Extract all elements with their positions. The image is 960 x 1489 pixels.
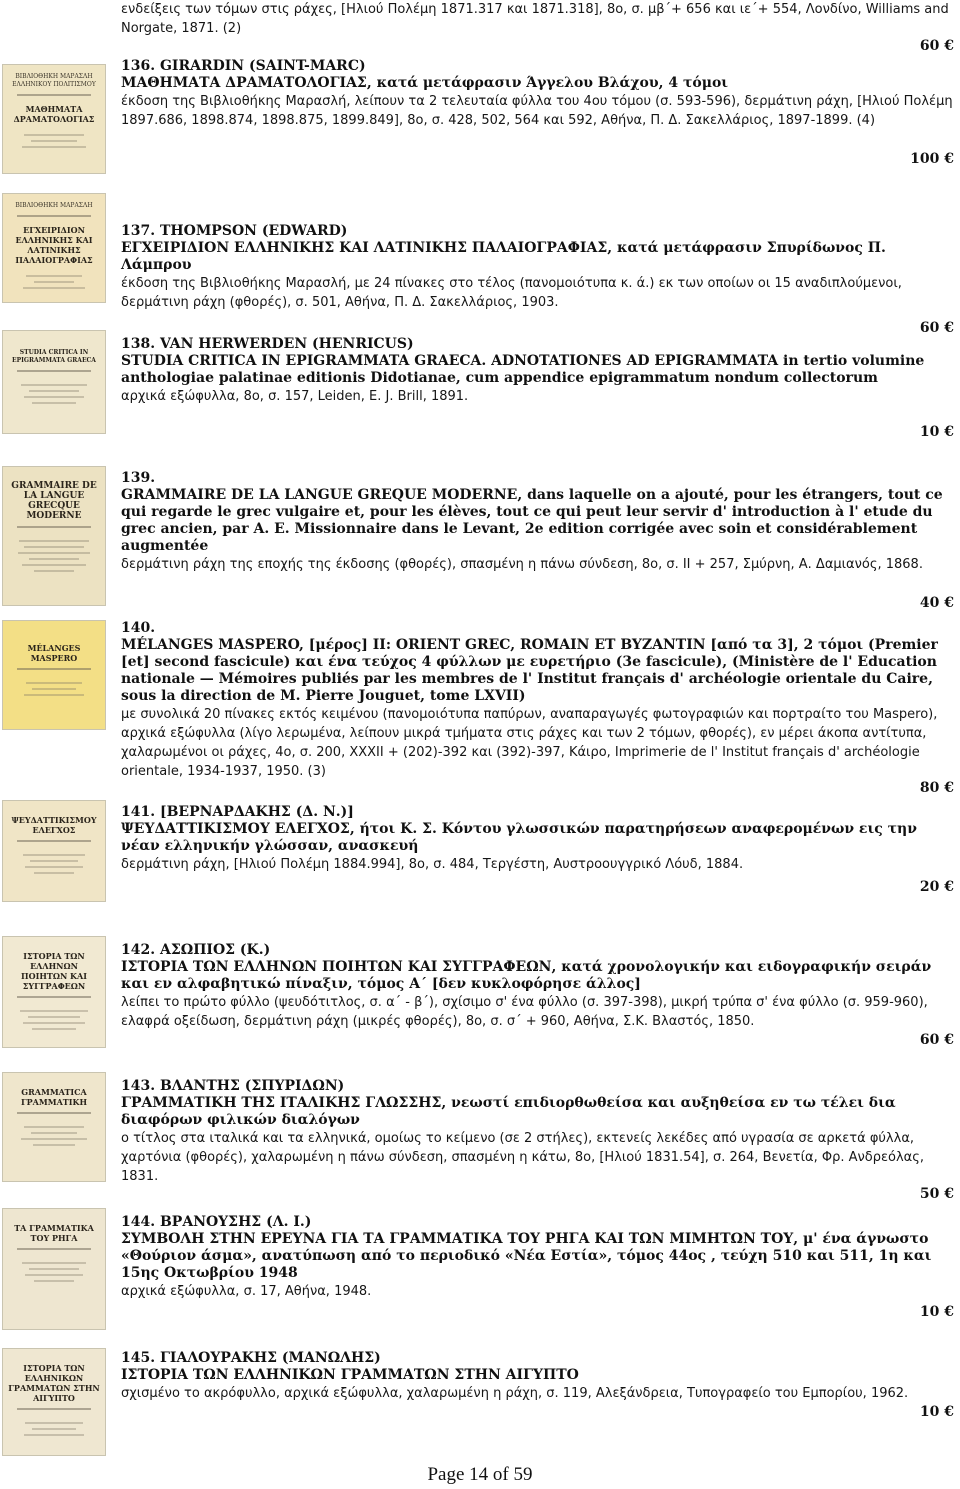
lot-description: σχισμένο το ακρόφυλλο, αρχικά εξώφυλλα, χαλαρωμένη η ράχη, σ. 119, Αλεξάνδρεια, Τυπογραφείο του Εμπορίου, 1962. [121, 1386, 909, 1401]
lot-price: 40 € [919, 595, 954, 611]
lot-description: αρχικά εξώφυλλα, 8ο, σ. 157, Leiden, E. J. Brill, 1891. [121, 389, 469, 404]
lot-price: 10 € [919, 1304, 954, 1320]
lot-title: ΨΕΥΔΑΤΤΙΚΙΣΜΟΥ ΕΛΕΓΧΟΣ, ήτοι Κ. Σ. Κόντου γλωσσικών παρατηρήσεων αναφερομένων εις την νέαν ελληνικήν γλώσσαν, ανασκευή [121, 821, 917, 854]
lot-price: 10 € [919, 424, 954, 440]
thumb-title: ΕΓΧΕΙΡΙΔΙΟΝ ΕΛΛΗΝΙΚΗΣ ΚΑΙ ΛΑΤΙΝΙΚΗΣ ΠΑΛΑΙΟΓΡΑΦΙΑΣ [15, 225, 93, 265]
lot-heading: 136. GIRARDIN (SAINT-MARC) [121, 58, 366, 74]
thumb-title: GRAMMAIRE DE LA LANGUE GRECQUE MODERNE [11, 481, 97, 521]
lot-description: δερμάτινη ράχη, [Ηλιού Πολέμη 1884.994], 8ο, σ. 484, Τεργέστη, Αυστροουγγρικό Λόυδ, 1884. [121, 857, 744, 872]
lot-description: ενδείξεις των τόμων στις ράχες, [Ηλιού Πολέμη 1871.317 και 1871.318], 8ο, σ. μβ΄+ 656 και ιε΄+ 554, Λονδίνο, Williams and Norgate, 1871. (2) [121, 2, 949, 36]
lot-title: ΜΑΘΗΜΑΤΑ ΔΡΑΜΑΤΟΛΟΓΙΑΣ, κατά μετάφρασιν Άγγελου Βλάχου, 4 τόμοι [121, 75, 729, 91]
page-number: Page 14 of 59 [427, 1464, 533, 1485]
book-cover-thumbnail [2, 1208, 106, 1330]
book-cover-thumbnail [2, 936, 106, 1048]
thumb-line: ΒΙΒΛΙΟΘΗΚΗ ΜΑΡΑΣΛΗ [15, 202, 93, 209]
book-cover-thumbnail [2, 620, 106, 730]
book-cover-thumbnail [2, 330, 106, 434]
lot-heading: 139. [121, 470, 156, 486]
thumb-title: MÉLANGES MASPERO [27, 643, 81, 663]
lot-heading: 138. VAN HERWERDEN (HENRICUS) [121, 336, 414, 352]
thumb-title: STUDIA CRITICA IN EPIGRAMMATA GRAECA [12, 349, 96, 364]
lot-description: δερμάτινη ράχη της εποχής της έκδοσης (φθορές), σπασμένη η πάνω σύνδεση, 8ο, σ. II + 257, Σμύρνη, Α. Δαμιανός, 1868. [121, 557, 923, 572]
lot-description: με συνολικά 20 πίνακες εκτός κειμένου (πανομοιότυπα παπύρων, αναπαραγωγές φωτογραφιών και πορτραίτο του Maspero), αρχικά εξώφυλλα (λίγο λερωμένα, λείπουν μικρά τμήματα στις ράχες και των 2 τόμων, φθορές), εν μέρει άκοπα αντίτυπα, χαλαρωμένοι οι ράχες, 4ο, σ. 200, XXXII + (202)-392 και (392)-397, Κάιρο, Imprimerie de l' Institut français d' archéologie orientale, 1934-1937, 1950. (3) [121, 707, 938, 779]
lot-heading: 140. [121, 620, 156, 636]
lot-price: 100 € [910, 151, 954, 167]
lot-price: 80 € [919, 780, 954, 796]
lot-title: ΓΡΑΜΜΑΤΙΚΗ ΤΗΣ ΙΤΑΛΙΚΗΣ ΓΛΩΣΣΗΣ, νεωστί επιδιορθωθείσα και αυξηθείσα εν τω τέλει δια διαφόρων φιλικών διαλόγων [121, 1095, 896, 1128]
lot-title: ΙΣΤΟΡΙΑ ΤΩΝ ΕΛΛΗΝΙΚΩΝ ΓΡΑΜΜΑΤΩΝ ΣΤΗΝ ΑΙΓΥΠΤΟ [121, 1367, 579, 1383]
lot-description: αρχικά εξώφυλλα, σ. 17, Αθήνα, 1948. [121, 1284, 372, 1299]
lot-title: ΙΣΤΟΡΙΑ ΤΩΝ ΕΛΛΗΝΩΝ ΠΟΙΗΤΩΝ ΚΑΙ ΣΥΓΓΡΑΦΕΩΝ, κατά χρονολογικήν και ειδογραφικήν σειράν και εν αλφαβητικώ πίναξιν, τόμος Α΄ [δεν κυκλοφόρησε άλλος] [121, 959, 932, 992]
lot-price: 10 € [919, 1404, 954, 1420]
lot-description: ο τίτλος στα ιταλικά και τα ελληνικά, ομοίως το κείμενο (σε 2 στήλες), εκτενείς λεκέδες από υγρασία σε αρκετά φύλλα, χαρτόνια (φθορές), χαλαρωμένη η πάνω σύνδεση, σπασμένη η κάτω, 8ο, [Ηλιού 1831.54], σ. 264, Βενετία, Φρ. Ανδρεόλας, 1831. [121, 1131, 924, 1184]
lot-description: έκδοση της Βιβλιοθήκης Μαρασλή, με 24 πίνακες στο τέλος (πανομοιότυπα κ. ά.) εκ των οποίων οι 15 αναδιπλούμενοι, δερμάτινη ράχη (φθορές), σ. 501, Αθήνα, Π. Δ. Σακελλάριος, 1903. [121, 276, 902, 310]
thumb-title: ΙΣΤΟΡΙΑ ΤΩΝ ΕΛΛΗΝΙΚΩΝ ΓΡΑΜΜΑΤΩΝ ΣΤΗΝ ΑΙΓΥΠΤΟ [8, 1363, 100, 1403]
lot-description: λείπει το πρώτο φύλλο (ψευδότιτλος, σ. α΄ - β΄), σχίσιμο σ' ένα φύλλο (σ. 397-398), μικρή τρύπα σ' ένα φύλλο (σ. 959-960), ελαφρά οξείδωση, δερμάτινη ράχη (μικρές φθορές), 8ο, σ. σ΄ + 960, Αθήνα, Σ.Κ. Βλαστός, 1850. [121, 995, 928, 1029]
lot-price: 60 € [919, 320, 954, 336]
lot-heading: 141. [ΒΕΡΝΑΡΔΑΚΗΣ (Δ. Ν.)] [121, 804, 354, 820]
thumb-title: ΙΣΤΟΡΙΑ ΤΩΝ ΕΛΛΗΝΩΝ ΠΟΙΗΤΩΝ ΚΑΙ ΣΥΓΓΡΑΦΕΩΝ [21, 951, 87, 991]
lot-title: STUDIA CRITICA IN EPIGRAMMATA GRAECA. ADNOTATIONES AD EPIGRAMMATA in tertio volumine anthologiae palatinae editionis Didotianae, cum appendice epigrammatum nondum collectorum [121, 353, 925, 386]
book-cover-thumbnail [2, 800, 106, 902]
lot-description: έκδοση της Βιβλιοθήκης Μαρασλή, λείπουν τα 2 τελευταία φύλλα του 4ου τόμου (σ. 593-596), δερμάτινη ράχη, [Ηλιού Πολέμη 1897.686, 1898.874, 1898.875, 1899.849], 8ο, σ. 428, 502, 564 και 592, Αθήνα, Π. Δ. Σακελλάριος, 1897-1899. (4) [121, 94, 953, 128]
book-cover-thumbnail [2, 193, 106, 303]
lot-title: MÉLANGES MASPERO, [μέρος] II: ORIENT GREC, ROMAIN ET BYZANTIN [από τα 3], 2 τόμοι (Premier [et] second fascicule) και ένα τεύχος 4 φύλλων με ευρετήριο (3e fascicule), (Ministère de l' Education nationale — Mémoires publiés par les membres de l' Institut français d' archéologie orientale du Caire, sous la direction de M. Pierre Jouguet, tome LXVII) [121, 637, 938, 704]
lot-heading: 142. ΑΣΩΠΙΟΣ (Κ.) [121, 942, 271, 958]
lot-heading: 145. ΓΙΑΛΟΥΡΑΚΗΣ (ΜΑΝΩΛΗΣ) [121, 1350, 381, 1366]
thumb-title: GRAMMATICA ΓΡΑΜΜΑΤΙΚΗ [20, 1087, 88, 1107]
continued-description [121, 0, 957, 38]
lot-heading: 144. ΒΡΑΝΟΥΣΗΣ (Λ. Ι.) [121, 1214, 312, 1230]
lot-price: 60 € [919, 38, 954, 54]
book-cover-thumbnail [2, 64, 106, 174]
book-cover-thumbnail [2, 466, 106, 606]
lot-title: ΕΓΧΕΙΡΙΔΙΟΝ ΕΛΛΗΝΙΚΗΣ ΚΑΙ ΛΑΤΙΝΙΚΗΣ ΠΑΛΑΙΟΓΡΑΦΙΑΣ, κατά μετάφρασιν Σπυρίδωνος Π. Λάμπρου [121, 240, 886, 273]
lot-title: GRAMMAIRE DE LA LANGUE GREQUE MODERNE, dans laquelle on a ajouté, pour les étrangers, tout ce qui regarde le grec vulgaire et, pour les élèves, tout ce qui peut leur servir d' introduction à l' etude du grec ancien, par A. E. Missionnaire dans le Levant, 2e edition corrigée avec soin et considérablement augmentée [121, 487, 943, 554]
lot-heading: 143. ΒΛΑΝΤΗΣ (ΣΠΥΡΙΔΩΝ) [121, 1078, 345, 1094]
thumb-title: ΨΕΥΔΑΤΤΙΚΙΣΜΟΥ ΕΛΕΓΧΟΣ [11, 815, 97, 835]
lot-price: 20 € [919, 879, 954, 895]
lot-price: 60 € [919, 1032, 954, 1048]
book-cover-thumbnail [2, 1348, 106, 1456]
thumb-line: ΕΛΛΗΝΙΚΟΥ ΠΟΛΙΤΙΣΜΟΥ [12, 81, 96, 88]
lot-heading: 137. THOMPSON (EDWARD) [121, 223, 348, 239]
lot-title: ΣΥΜΒΟΛΗ ΣΤΗΝ ΕΡΕΥΝΑ ΓΙΑ ΤΑ ΓΡΑΜΜΑΤΙΚΑ ΤΟΥ ΡΗΓΑ ΚΑΙ ΤΩΝ ΜΙΜΗΤΩΝ ΤΟΥ, μ' ένα άγνωστο «Θούριον άσμα», ανατύπωση από το περιοδικό «Νέα Εστία», τόμος 44ος , τεύχη 510 και 511, 1η και 15ης Οκτωβρίου 1948 [121, 1231, 932, 1281]
lot-price: 50 € [919, 1186, 954, 1202]
thumb-line: ΒΙΒΛΙΟΘΗΚΗ ΜΑΡΑΣΛΗ [15, 73, 93, 80]
thumb-title: ΤΑ ΓΡΑΜΜΑΤΙΚΑ ΤΟΥ ΡΗΓΑ [14, 1223, 94, 1243]
book-cover-thumbnail [2, 1072, 106, 1182]
thumb-title: ΜΑΘΗΜΑΤΑ ΔΡΑΜΑΤΟΛΟΓΙΑΣ [13, 104, 95, 124]
